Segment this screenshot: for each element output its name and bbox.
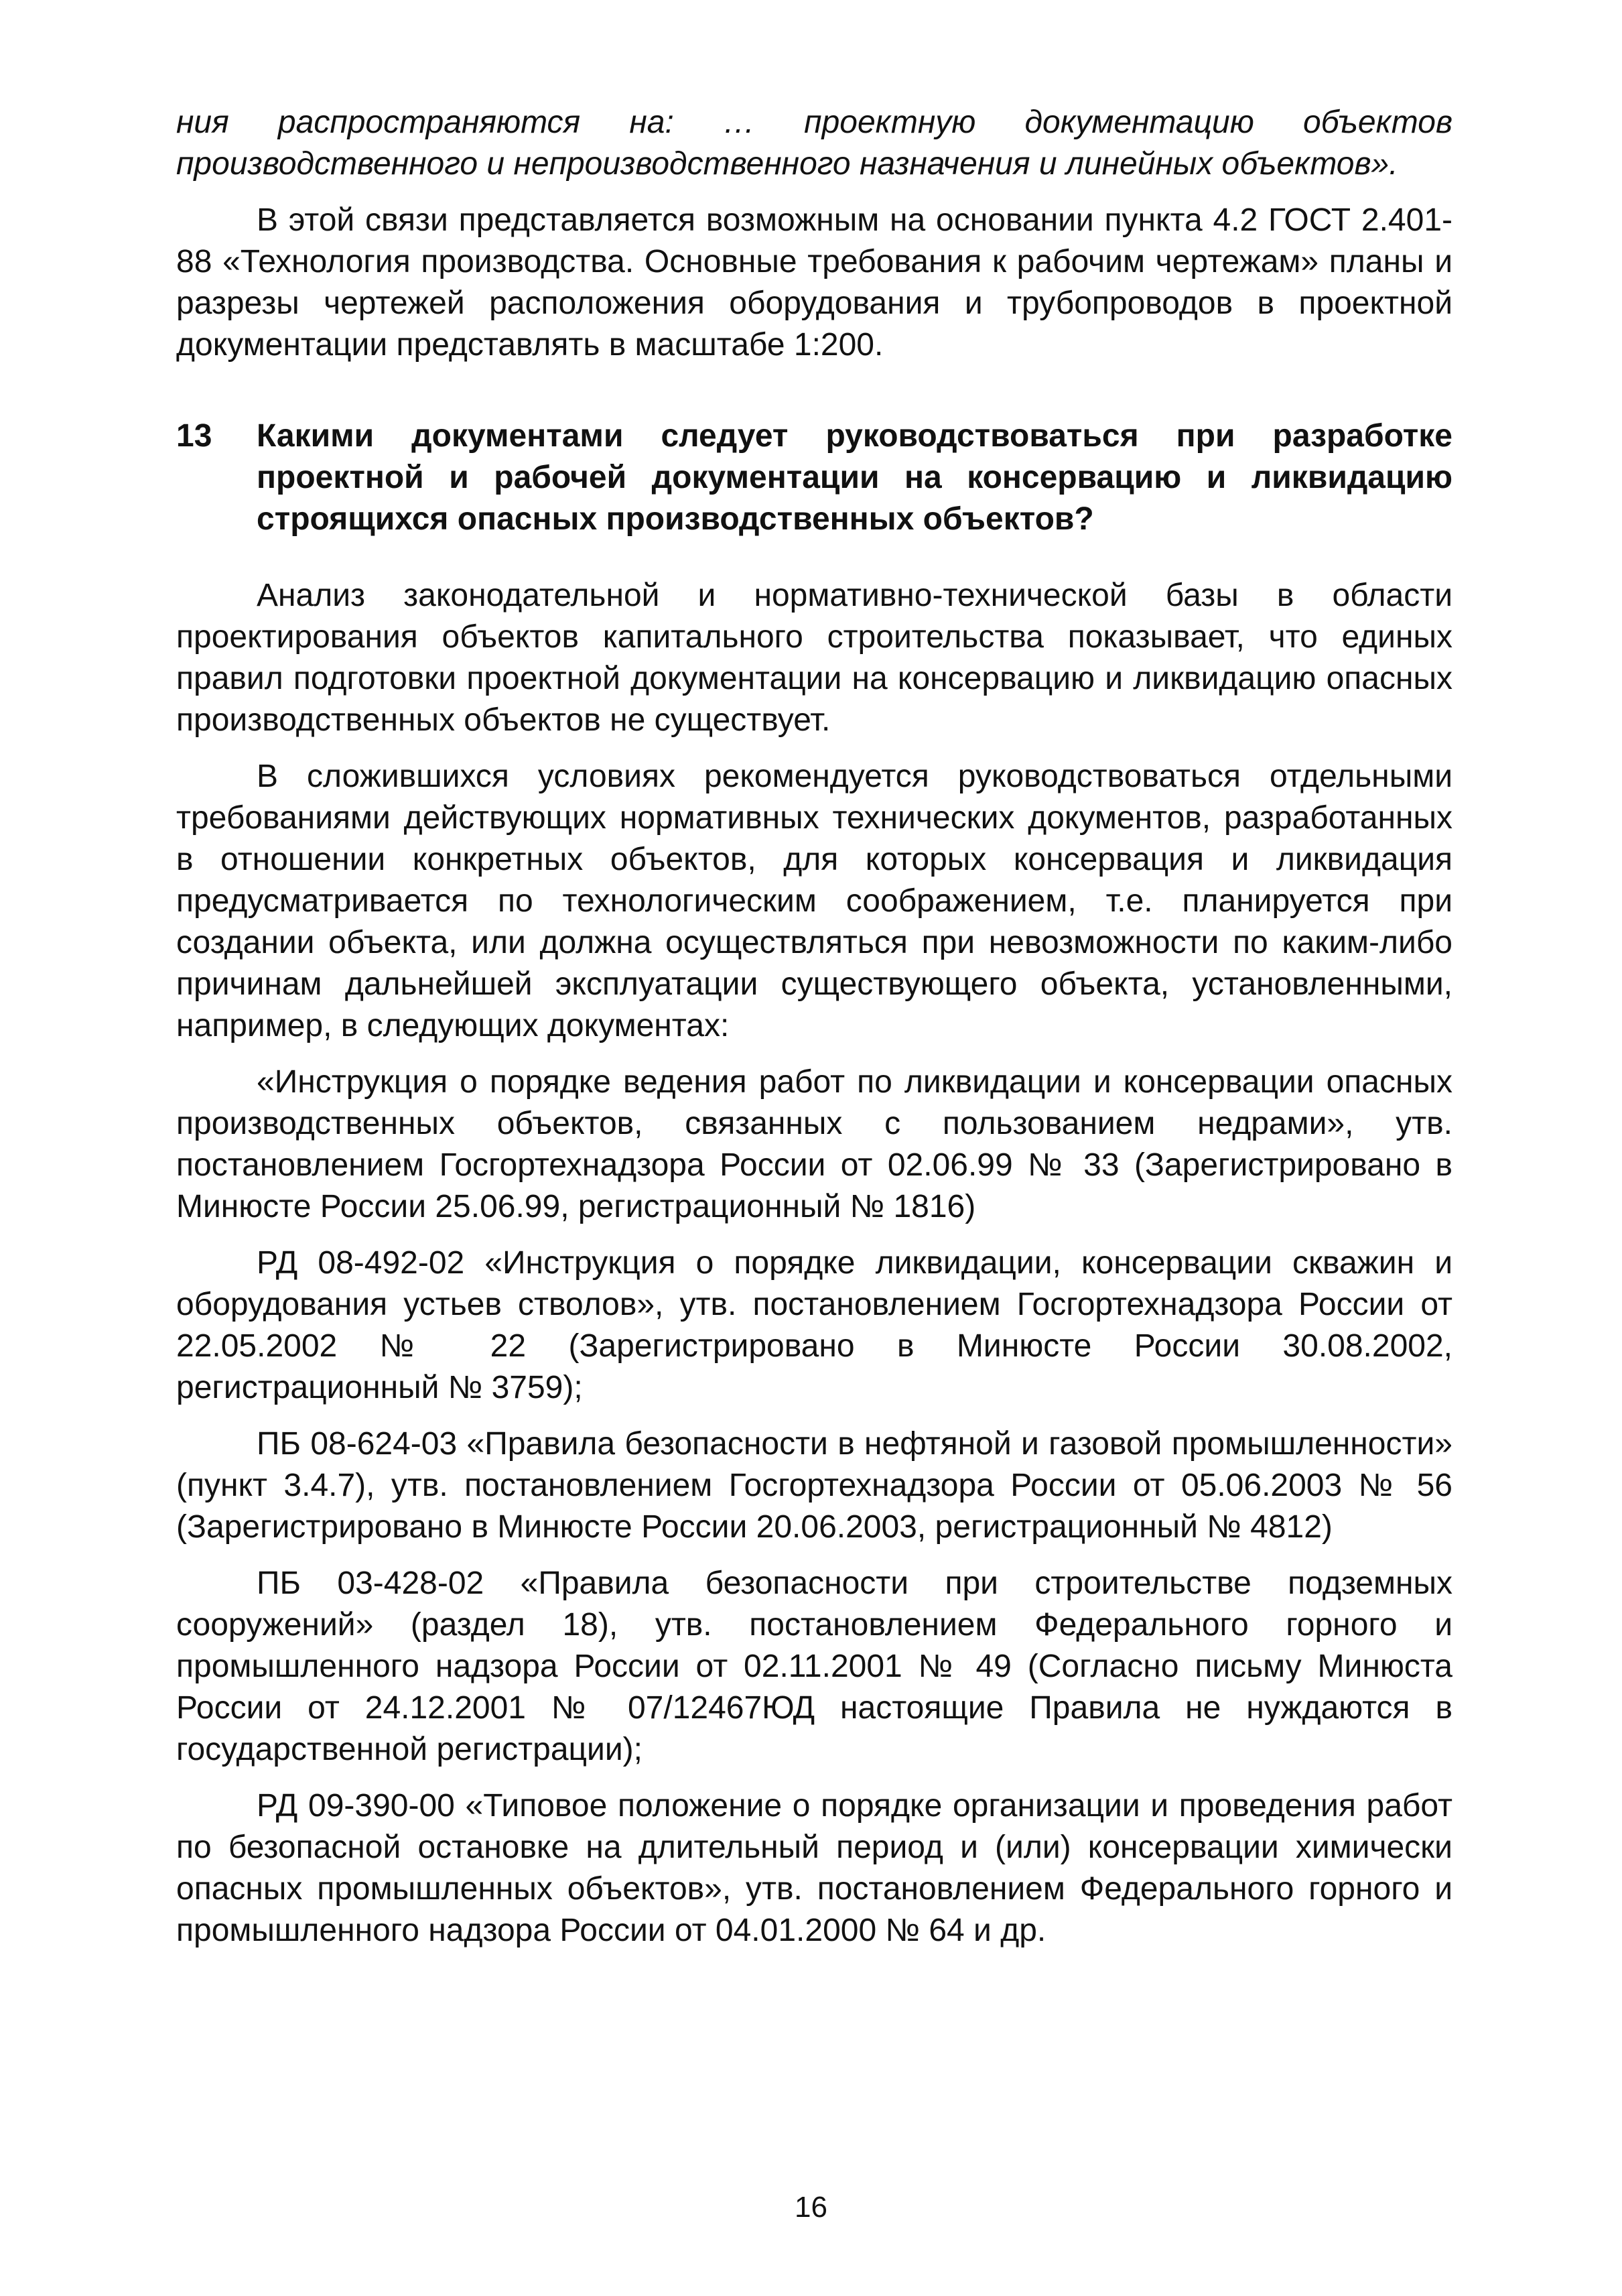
answer-block (176, 575, 1452, 1952)
page-number: 16 (795, 2191, 827, 2224)
intro-italic-text: ния распространяются на: … проектную документацию объектов производственного и непроизводственного назначения и линейных объектов». (176, 105, 1452, 182)
question-number: 13 (176, 418, 212, 454)
intro-paragraph: В этой связи представляется возможным на основании пункта 4.2 ГОСТ 2.401-88 «Технология производства. Основные требования к рабочим чертежам» планы и разрезы чертежей расположения оборудования и трубопроводов в проектной документации представлять в масштабе 1:200. (176, 202, 1452, 363)
document-reference: ПБ 03-428-02 «Правила безопасности при строительстве подземных сооружений» (раздел 18), утв. постановлением Федерального горного и промышленного надзора России от 02.11.2001 № 49 (Согласно письму Минюста России от 24.12.2001 № 07/12467ЮД настоящие Правила не нуждаются в государственной регистрации); (176, 1566, 1452, 1767)
question-text: Какими документами следует руководствоваться при разработке проектной и рабочей документации на консервацию и ликвидацию строящихся опасных производственных объектов? (257, 418, 1452, 537)
document-reference: РД 09-390-00 «Типовое положение о порядке организации и проведения работ по безопасной остановке на длительный период и (или) консервации химически опасных промышленных объектов», утв. постановлением Федерального горного и промышленного надзора России от 04.01.2000 № 64 и др. (176, 1788, 1452, 1948)
answer-paragraph: Анализ законодательной и нормативно-технической базы в области проектирования объектов капитального строительства показывает, что единых правил подготовки проектной документации на консервацию и ликвидацию опасных производственных объектов не существует. (176, 578, 1452, 738)
document-reference: «Инструкция о порядке ведения работ по ликвидации и консервации опасных производственных объектов, связанных с пользованием недрами», утв. постановлением Госгортехнадзора России от 02.06.99 № 33 (Зарегистрировано в Минюсте России 25.06.99, регистрационный № 1816) (176, 1064, 1452, 1224)
answer-paragraph: В сложившихся условиях рекомендуется руководствоваться отдельными требованиями действующих нормативных технических документов, разработанных в отношении конкретных объектов, для которых консервация и ликвидация предусматривается по технологическим соображением, т.е. планируется при создании объекта, или должна осуществляться при невозможности по каким-либо причинам дальнейшей эксплуатации существующего объекта, установленными, например, в следующих документах: (176, 759, 1452, 1043)
question-heading (176, 416, 1452, 543)
intro-block (176, 102, 1452, 366)
document-reference: ПБ 08-624-03 «Правила безопасности в нефтяной и газовой промышленности» (пункт 3.4.7), утв. постановлением Госгортехнадзора России от 05.06.2003 № 56 (Зарегистрировано в Минюсте России 20.06.2003, регистрационный № 4812) (176, 1426, 1452, 1545)
document-reference: РД 08-492-02 «Инструкция о порядке ликвидации, консервации скважин и оборудования устьев стволов», утв. постановлением Госгортехнадзора России от 22.05.2002 № 22 (Зарегистрировано в Минюсте России 30.08.2002, регистрационный № 3759); (176, 1245, 1452, 1405)
